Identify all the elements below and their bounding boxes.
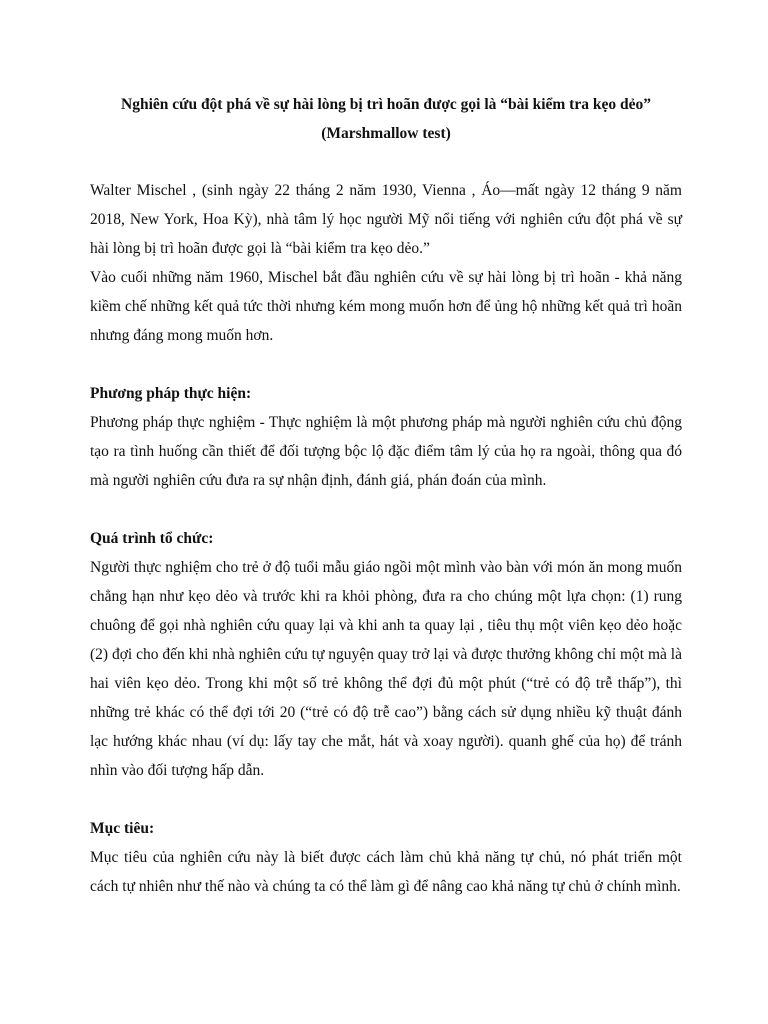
process-paragraph: Người thực nghiệm cho trẻ ở độ tuổi mẫu giáo ngồi một mình vào bàn với món ăn mong muốn chẳng hạn như kẹo dẻo và trước khi ra khỏi phòng, đưa ra cho chúng một lựa chọn: (1) rung chuông để gọi nhà nghiên cứu quay lại và khi anh ta quay lại , tiêu thụ một viên kẹo dẻo hoặc (2) đợi cho đến khi nhà nghiên cứu tự nguyện quay trở lại và được thưởng không chỉ một mà là hai viên kẹo dẻo. Trong khi một số trẻ không thể đợi đủ một phút (“trẻ có độ trễ thấp”), thì những trẻ khác có thể đợi tới 20 (“trẻ có độ trễ cao”) bằng cách sử dụng nhiều kỹ thuật đánh lạc hướng khác nhau (ví dụ: lấy tay che mắt, hát và xoay người). quanh ghế của họ) để tránh nhìn vào đối tượng hấp dẫn. [90,559,682,779]
goal-paragraph: Mục tiêu của nghiên cứu này là biết được cách làm chủ khả năng tự chủ, nó phát triển một cách tự nhiên như thế nào và chúng ta có thể làm gì để nâng cao khả năng tự chủ ở chính mình. [90,849,682,895]
spacer [90,785,682,814]
document-title [90,90,682,148]
process-heading: Quá trình tổ chức: [90,530,214,547]
method-paragraph: Phương pháp thực nghiệm - Thực nghiệm là một phương pháp mà người nghiên cứu chủ động tạo ra tình huống cần thiết để đối tượng bộc lộ đặc điểm tâm lý của họ ra ngoài, thông qua đó mà người nghiên cứu đưa ra sự nhận định, đánh giá, phán đoán của mình. [90,414,682,489]
intro-paragraph-1: Walter Mischel , (sinh ngày 22 tháng 2 năm 1930, Vienna , Áo—mất ngày 12 tháng 9 năm 2018, New York, Hoa Kỳ), nhà tâm lý học người Mỹ nổi tiếng với nghiên cứu đột phá về sự hài lòng bị trì hoãn được gọi là “bài kiểm tra kẹo dẻo.” [90,182,682,257]
method-heading: Phương pháp thực hiện: [90,385,252,402]
goal-heading: Mục tiêu: [90,820,155,837]
title-line-2: (Marshmallow test) [321,125,451,142]
spacer [90,495,682,524]
spacer [90,350,682,379]
title-line-1: Nghiên cứu đột phá về sự hài lòng bị trì hoãn được gọi là “bài kiểm tra kẹo dẻo” [121,96,651,113]
intro-paragraph-2: Vào cuối những năm 1960, Mischel bắt đầu nghiên cứu về sự hài lòng bị trì hoãn - khả năng kiềm chế những kết quả tức thời nhưng kém mong muốn hơn để ủng hộ những kết quả trì hoãn nhưng đáng mong muốn hơn. [90,269,682,344]
